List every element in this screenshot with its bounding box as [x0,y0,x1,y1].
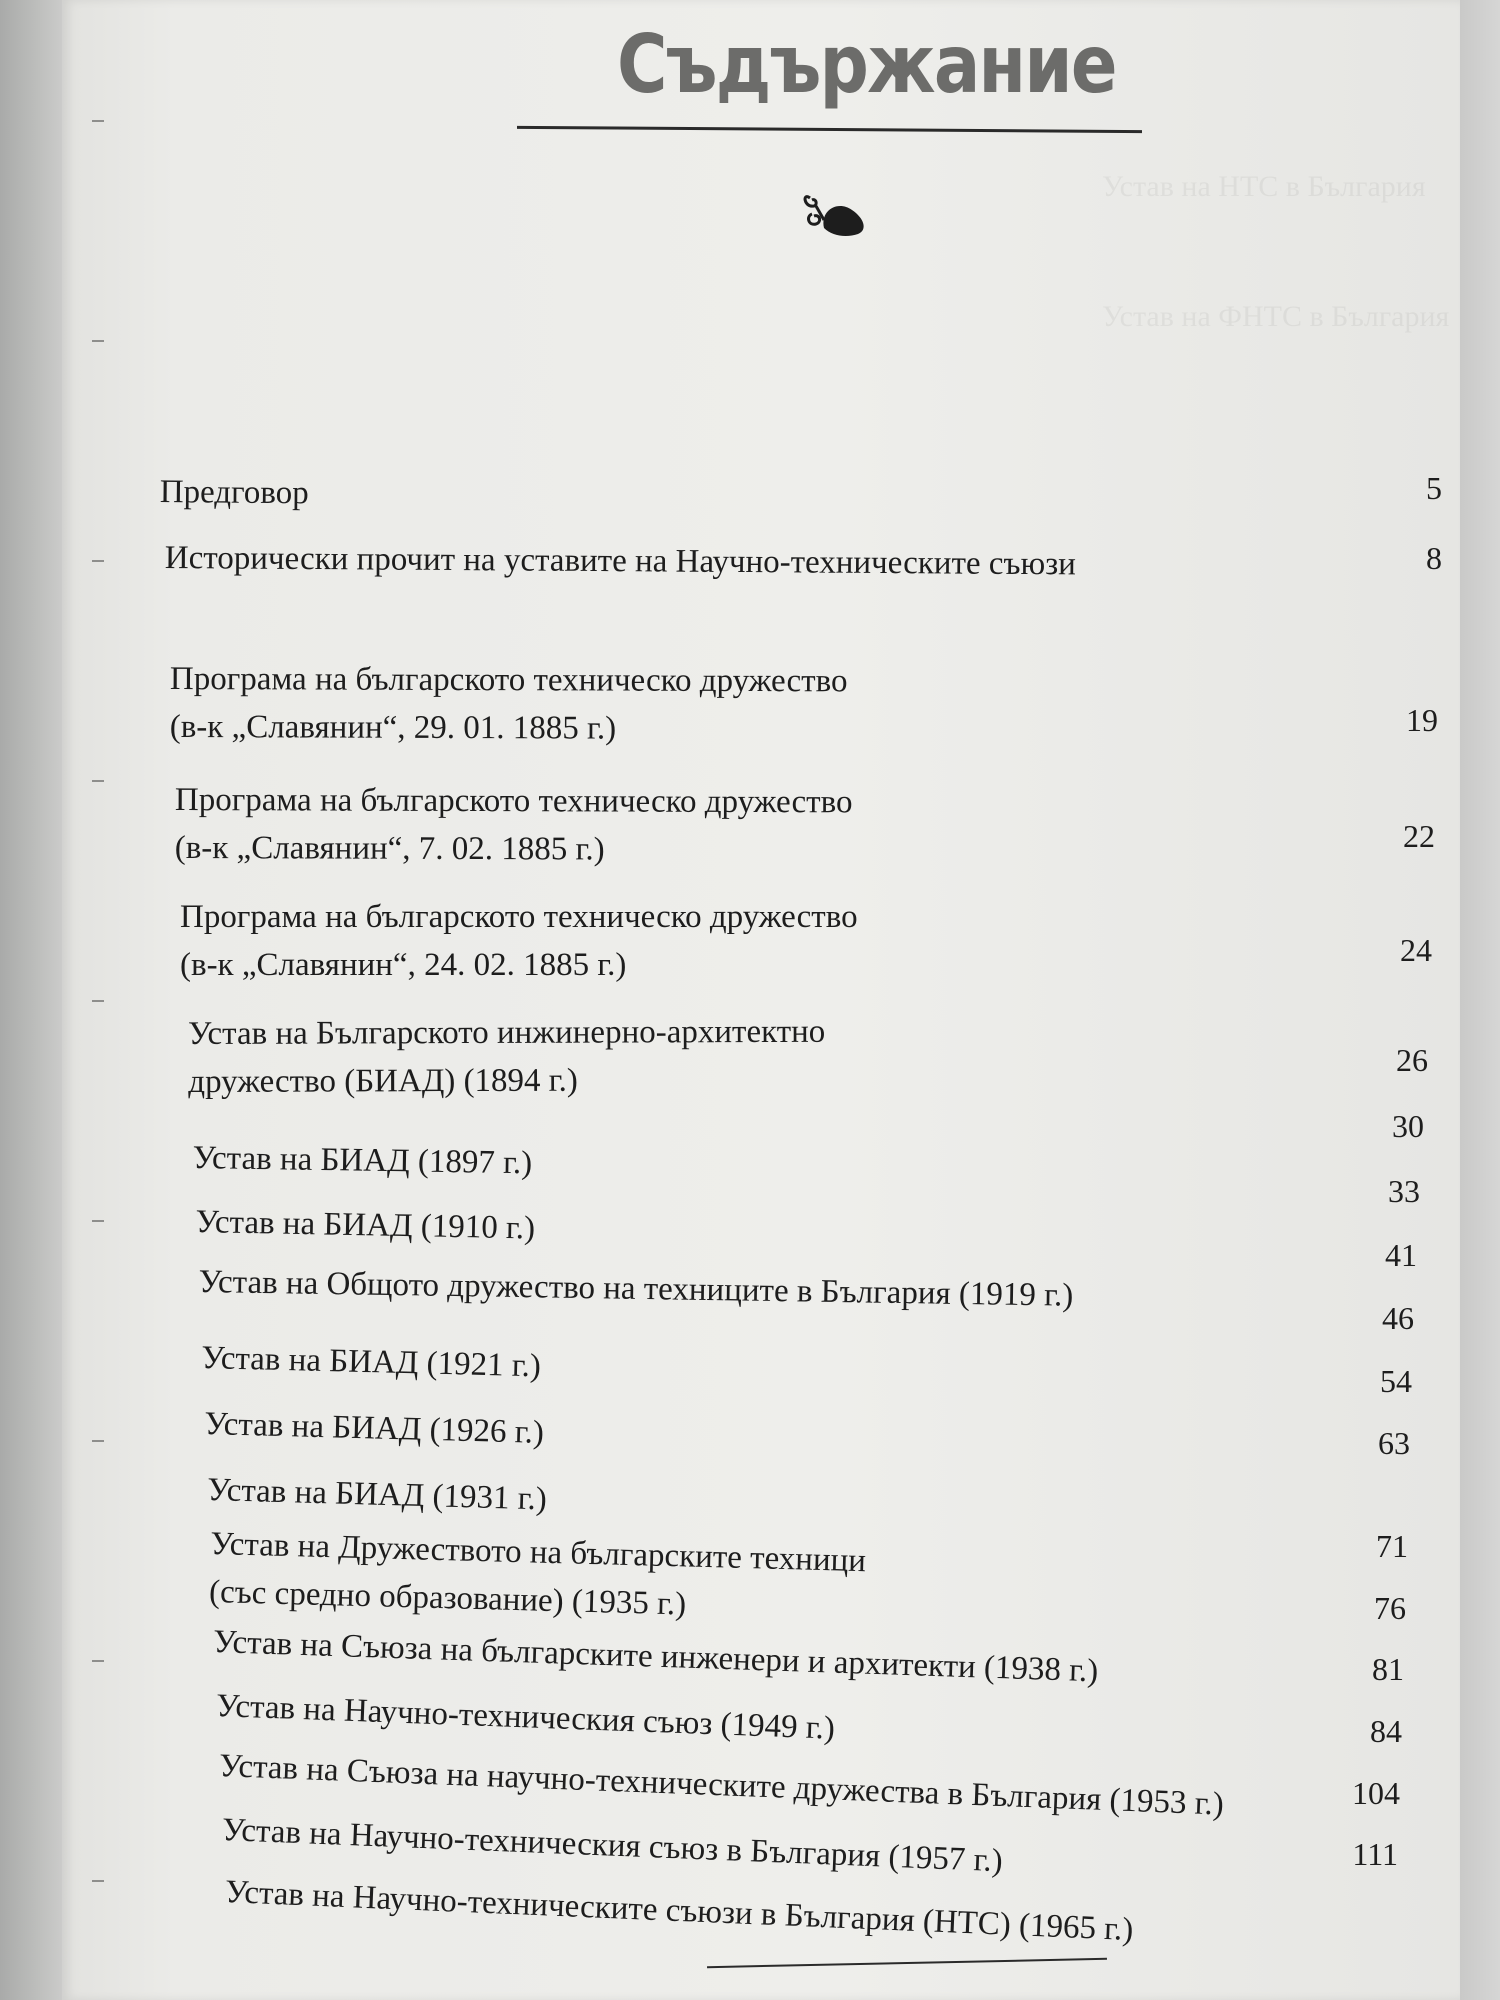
toc-entry-title: Устав на Научно-техническия съюз в България (1957 г.) [221,1811,1004,1880]
toc-entry [195,1198,535,1253]
toc-page-number: 54 [1380,1363,1412,1399]
toc-page-number: 84 [1370,1713,1402,1749]
toc-entry [204,1400,545,1457]
toc-entry-title: Програма на българското техническо дружество [174,781,853,821]
toc-entry-historical-reading [165,534,1076,588]
bleed-through-text: Устав на НТС в България [1102,170,1426,203]
toc-entry [198,1258,1073,1320]
background-surface [1460,0,1500,2000]
bleed-through-text: Устав на ФНТС в България [1102,300,1450,333]
toc-entry [215,1682,836,1753]
toc-entry-title: Устав на БИАД (1921 г.) [200,1339,542,1385]
toc-page-number: 5 [1426,470,1442,506]
toc-entry-title: Програма на българското техническо дружество [169,660,848,700]
toc-entry [207,1466,548,1523]
toc-entry [188,1008,826,1106]
toc-page-number: 24 [1400,932,1432,968]
toc-entry-title: Устав на БИАД (1910 г.) [195,1203,536,1247]
toc-entry-foreword [160,468,309,517]
toc-entry-subtitle: дружество (БИАД) (1894 г.) [188,1062,578,1100]
toc-page-number: 71 [1376,1528,1408,1564]
book-page [62,0,1460,2000]
toc-entry-title: Устав на Общото дружество на техниците в България (1919 г.) [198,1263,1074,1314]
toc-page-number: 81 [1372,1651,1404,1687]
toc-entry-title: Програма на българското техническо дружество [180,899,858,935]
toc-entry [201,1334,542,1390]
toc-entry-title: Устав на БИАД (1931 г.) [206,1471,548,1518]
toc-page-number: 63 [1378,1425,1410,1461]
toc-entry-subtitle: (със средно образование) (1935 г.) [208,1573,687,1623]
toc-entry [180,893,858,989]
toc-entry-subtitle: (в-к „Славянин“, 29. 01. 1885 г.) [169,708,617,747]
toc-entry-title: Устав на Дружеството на българските техници [209,1525,867,1580]
toc-page-number: 33 [1388,1173,1420,1209]
toc-entry-title: Устав на Българското инжинерно-архитектно [188,1013,826,1052]
toc-entry [212,1618,1099,1695]
toc-entry-title: Устав на Съюза на българските инженери и архитекти (1938 г.) [212,1623,1099,1690]
toc-entry-subtitle: (в-к „Славянин“, 24. 02. 1885 г.) [180,947,627,983]
toc-page-number: 19 [1406,702,1438,738]
toc-entry [175,776,853,874]
toc-entry [170,655,848,753]
toc-page-number: 41 [1385,1237,1417,1273]
toc-page-number: 111 [1352,1836,1398,1872]
toc-page-number: 104 [1352,1775,1400,1811]
toc-entry-subtitle: (в-к „Славянин“, 7. 02. 1885 г.) [174,829,605,868]
toc-entry-title: Предговор [159,473,309,512]
toc-entry-title: Устав на БИАД (1926 г.) [203,1405,545,1451]
toc-entry-title: Устав на БИАД (1897 г.) [192,1139,533,1182]
toc-entry-title: Устав на Съюза на научно-техническите дружества в България (1953 г.) [218,1747,1225,1823]
toc-entry [208,1520,866,1633]
toc-page-number: 22 [1403,818,1435,854]
adjacent-page-edge [0,0,62,2000]
page-title: Съдържание [617,18,1116,111]
toc-page-number: 30 [1392,1108,1424,1144]
toc-entry-title: Устав на Научно-техническите съюзи в България (НТС) (1965 г.) [224,1873,1134,1949]
toc-page-number: 46 [1382,1300,1414,1336]
toc-entry-title: Устав на Научно-техническия съюз (1949 г.) [215,1687,836,1747]
toc-entry [192,1134,532,1187]
toc-page-number: 8 [1426,540,1442,576]
toc-page-number: 26 [1396,1042,1428,1078]
toc-page-number: 76 [1374,1590,1406,1626]
toc-entry-title: Исторически прочит на уставите на Научно-техническите съюзи [164,539,1077,583]
table-of-contents [62,0,1460,2000]
